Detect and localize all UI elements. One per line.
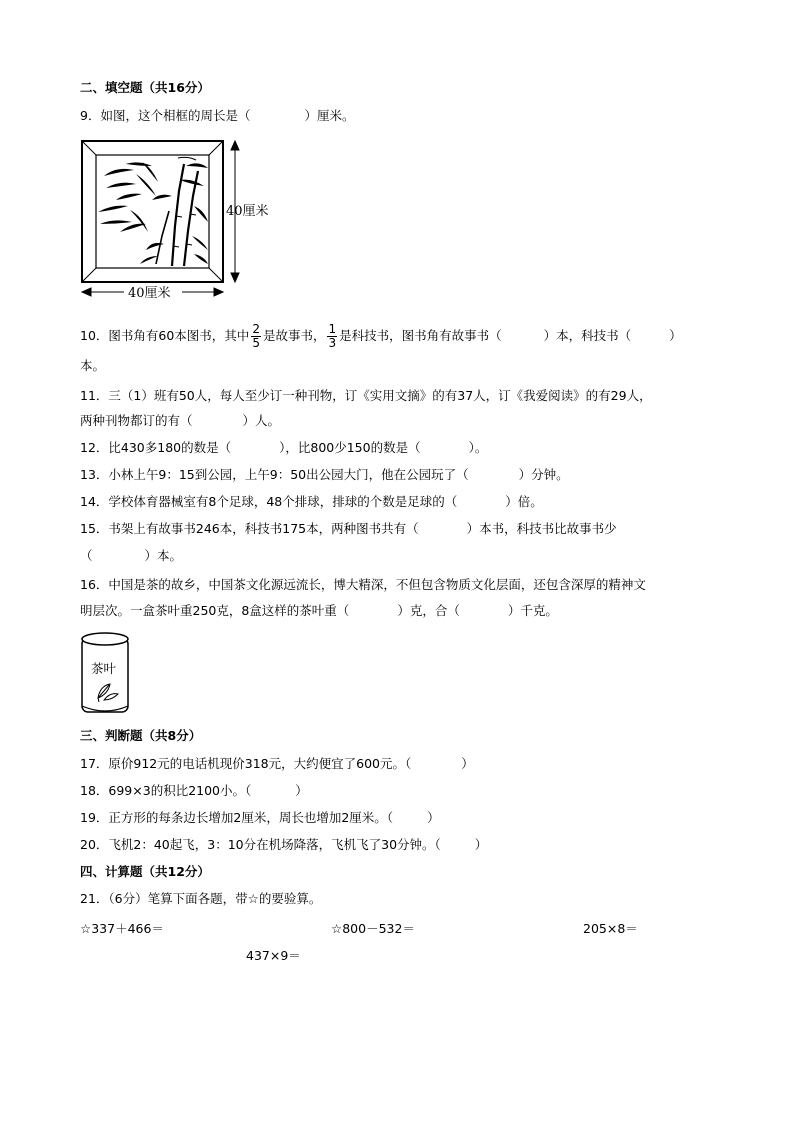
tea-label: 茶叶 (91, 661, 117, 676)
bamboo-frame-figure (76, 136, 286, 298)
question-13: 13．小林上午9：15到公园，上午9：50出公园大门，他在公园玩了（ ）分钟。 (80, 467, 569, 482)
question-10-line2: 本。 (80, 358, 106, 373)
section-3-title: 三、判断题（共8分） (80, 728, 202, 743)
question-15: 15．书架上有故事书246本，科技书175本，两种图书共有（ ）本书，科技书比故事书少 (80, 521, 617, 536)
question-17: 17．原价912元的电话机现价318元，大约便宜了600元。（ ） (80, 756, 474, 771)
question-16: 16．中国是茶的故乡，中国茶文化源远流长，博大精深，不但包含物质文化层面，还包含深厚的精神文 (80, 577, 646, 592)
section-4-title: 四、计算题（共12分） (80, 864, 210, 879)
question-12: 12．比430多180的数是（ ），比800少150的数是（ ）。 (80, 440, 488, 455)
question-14: 14．学校体育器械室有8个足球，48个排球，排球的个数是足球的（ ）倍。 (80, 494, 543, 509)
calc-item-1: ☆337＋466＝ (80, 921, 164, 936)
fraction-one-third: $\frac{1}{3}$ (328, 322, 337, 350)
question-15-line2: （ ）本。 (80, 548, 183, 563)
question-19: 19．正方形的每条边长增加2厘米，周长也增加2厘米。（ ） (80, 810, 440, 825)
question-21: 21．（6分）笔算下面各题，带☆的要验算。 (80, 891, 322, 906)
question-11-line2: 两种刊物都订的有（ ）人。 (80, 413, 281, 428)
calc-item-4: 437×9＝ (246, 948, 301, 963)
fraction-two-fifths: $\frac{2}{5}$ (252, 322, 260, 350)
question-16-line2: 明层次。一盒茶叶重250克，8盒这样的茶叶重（ ）克，合（ ）千克。 (80, 603, 558, 618)
calc-item-2: ☆800－532＝ (331, 921, 415, 936)
calc-item-3: 205×8＝ (583, 921, 638, 936)
tea-canister-figure (78, 630, 138, 718)
question-18: 18．699×3的积比2100小。（ ） (80, 783, 308, 798)
width-label: 40厘米 (128, 286, 171, 298)
section-2-title: 二、填空题（共16分） (80, 80, 210, 95)
question-11: 11．三（1）班有50人，每人至少订一种刊物，订《实用文摘》的有37人，订《我爱阅读》的有29人， (80, 388, 652, 403)
question-20: 20．飞机2：40起飞，3：10分在机场降落，飞机飞了30分钟。（ ） (80, 837, 488, 852)
height-label: 40厘米 (226, 204, 269, 219)
question-10: 10．图书角有60本图书，其中 $\frac{2}{5}$ 是故事书， $\frac{1}{3}$ 是科技书，图书角有故事书（ ）本，科技书（ ） (80, 322, 682, 350)
question-9: 9．如图，这个相框的周长是（ ）厘米。 (80, 108, 355, 123)
